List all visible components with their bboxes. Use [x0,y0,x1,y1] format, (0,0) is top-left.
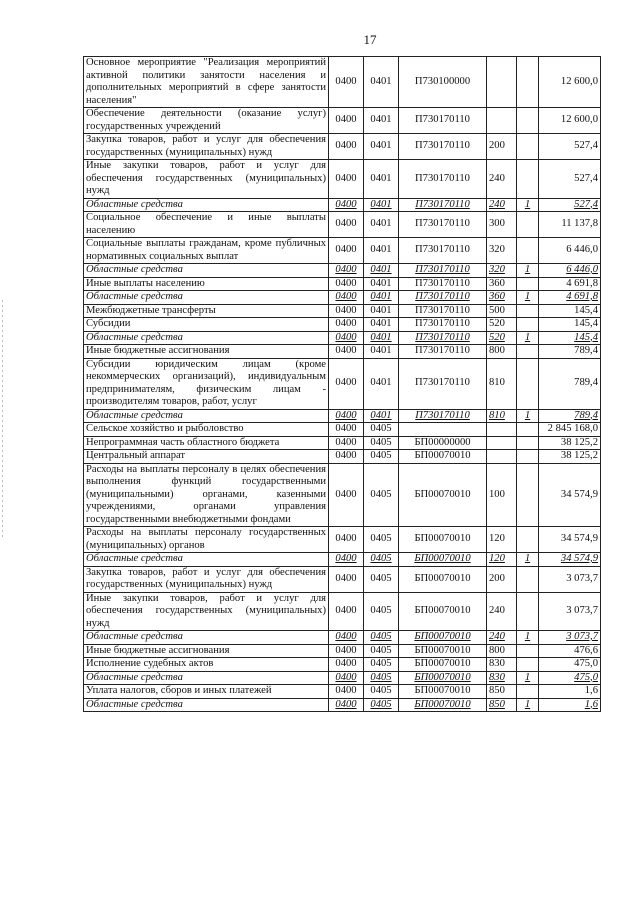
funding-flag-cell: 1 [517,698,539,712]
row-name-cell: Областные средства [84,631,329,645]
section-code-cell: 0400 [329,436,364,450]
funding-flag-cell: 1 [517,553,539,567]
amount-cell: 789,4 [539,345,601,359]
target-article-cell: БП00070010 [399,450,487,464]
expense-type-cell: 240 [487,160,517,199]
funding-flag-cell: 1 [517,264,539,278]
expense-type-cell: 800 [487,345,517,359]
row-name-cell: Сельское хозяйство и рыболовство [84,423,329,437]
expense-type-cell: 810 [487,358,517,409]
table-row [84,450,601,464]
funding-flag-cell: 1 [517,671,539,685]
section-code-cell: 0400 [329,345,364,359]
funding-flag-cell: 1 [517,291,539,305]
funding-flag-cell [517,318,539,332]
row-name-cell: Областные средства [84,409,329,423]
expense-type-cell: 360 [487,291,517,305]
section-code-cell: 0400 [329,238,364,264]
table-row [84,527,601,553]
target-article-cell: БП00070010 [399,671,487,685]
funding-flag-cell [517,304,539,318]
expense-type-cell: 500 [487,304,517,318]
subsection-code-cell: 0401 [364,277,399,291]
amount-cell: 476,6 [539,644,601,658]
subsection-code-cell: 0401 [364,331,399,345]
target-article-cell: П730170110 [399,277,487,291]
funding-flag-cell: 1 [517,331,539,345]
row-name-cell: Областные средства [84,264,329,278]
target-article-cell: П730170110 [399,318,487,332]
table-row [84,644,601,658]
table-row [84,592,601,631]
subsection-code-cell: 0401 [364,160,399,199]
row-name-cell: Областные средства [84,291,329,305]
scan-edge-marks [2,300,3,540]
target-article-cell: П730170110 [399,238,487,264]
expense-type-cell: 850 [487,685,517,699]
subsection-code-cell: 0401 [364,358,399,409]
amount-cell: 3 073,7 [539,592,601,631]
section-code-cell: 0400 [329,264,364,278]
row-name-cell: Иные бюджетные ассигнования [84,345,329,359]
funding-flag-cell [517,238,539,264]
section-code-cell: 0400 [329,212,364,238]
section-code-cell: 0400 [329,685,364,699]
section-code-cell: 0400 [329,291,364,305]
expense-type-cell: 300 [487,212,517,238]
row-name-cell: Закупка товаров, работ и услуг для обеспечения государственных (муниципальных) нужд [84,566,329,592]
expense-type-cell [487,436,517,450]
section-code-cell: 0400 [329,553,364,567]
target-article-cell: БП00070010 [399,644,487,658]
funding-flag-cell [517,134,539,160]
amount-cell: 34 574,9 [539,527,601,553]
target-article-cell: П730170110 [399,304,487,318]
table-row [84,553,601,567]
expense-type-cell: 520 [487,318,517,332]
subsection-code-cell: 0405 [364,685,399,699]
amount-cell: 789,4 [539,409,601,423]
subsection-code-cell: 0401 [364,134,399,160]
row-name-cell: Исполнение судебных актов [84,658,329,672]
expense-type-cell: 830 [487,658,517,672]
funding-flag-cell: 1 [517,631,539,645]
row-name-cell: Социальное обеспечение и иные выплаты населению [84,212,329,238]
row-name-cell: Центральный аппарат [84,450,329,464]
subsection-code-cell: 0405 [364,671,399,685]
subsection-code-cell: 0401 [364,291,399,305]
expense-type-cell [487,108,517,134]
amount-cell: 4 691,8 [539,277,601,291]
amount-cell: 1,6 [539,685,601,699]
table-row [84,304,601,318]
expense-type-cell [487,57,517,108]
expense-type-cell: 850 [487,698,517,712]
target-article-cell: П730170110 [399,409,487,423]
row-name-cell: Областные средства [84,331,329,345]
table-row [84,436,601,450]
subsection-code-cell: 0401 [364,304,399,318]
target-article-cell: БП00070010 [399,566,487,592]
subsection-code-cell: 0405 [364,463,399,527]
subsection-code-cell: 0401 [364,57,399,108]
funding-flag-cell [517,566,539,592]
target-article-cell: БП00070010 [399,527,487,553]
table-row [84,685,601,699]
table-row [84,238,601,264]
target-article-cell: П730170110 [399,358,487,409]
table-row [84,108,601,134]
funding-flag-cell: 1 [517,409,539,423]
table-row [84,57,601,108]
funding-flag-cell [517,450,539,464]
subsection-code-cell: 0405 [364,423,399,437]
section-code-cell: 0400 [329,409,364,423]
target-article-cell: БП00070010 [399,553,487,567]
subsection-code-cell: 0405 [364,698,399,712]
funding-flag-cell [517,108,539,134]
amount-cell: 3 073,7 [539,566,601,592]
table-row [84,198,601,212]
row-name-cell: Иные бюджетные ассигнования [84,644,329,658]
section-code-cell: 0400 [329,527,364,553]
budget-table-body [84,57,601,712]
row-name-cell: Областные средства [84,553,329,567]
funding-flag-cell [517,160,539,199]
funding-flag-cell [517,658,539,672]
table-row [84,160,601,199]
row-name-cell: Областные средства [84,698,329,712]
section-code-cell: 0400 [329,423,364,437]
amount-cell: 527,4 [539,198,601,212]
funding-flag-cell [517,57,539,108]
section-code-cell: 0400 [329,108,364,134]
expense-type-cell: 120 [487,553,517,567]
subsection-code-cell: 0405 [364,631,399,645]
expense-type-cell: 100 [487,463,517,527]
row-name-cell: Субсидии юридическим лицам (кроме некоммерческих организаций), индивидуальным предпринимателям, физическим лицам - производителям товаров, работ, услуг [84,358,329,409]
section-code-cell: 0400 [329,134,364,160]
target-article-cell: П730170110 [399,108,487,134]
row-name-cell: Уплата налогов, сборов и иных платежей [84,685,329,699]
row-name-cell: Областные средства [84,671,329,685]
funding-flag-cell [517,423,539,437]
expense-type-cell [487,450,517,464]
target-article-cell: БП00070010 [399,658,487,672]
subsection-code-cell: 0401 [364,212,399,238]
amount-cell: 11 137,8 [539,212,601,238]
target-article-cell: БП00070010 [399,592,487,631]
target-article-cell: П730100000 [399,57,487,108]
funding-flag-cell [517,345,539,359]
row-name-cell: Социальные выплаты гражданам, кроме публичных нормативных социальных выплат [84,238,329,264]
row-name-cell: Закупка товаров, работ и услуг для обеспечения государственных (муниципальных) нужд [84,134,329,160]
row-name-cell: Обеспечение деятельности (оказание услуг) государственных учреждений [84,108,329,134]
expense-type-cell: 240 [487,631,517,645]
row-name-cell: Иные выплаты населению [84,277,329,291]
row-name-cell: Субсидии [84,318,329,332]
amount-cell: 145,4 [539,304,601,318]
table-row [84,331,601,345]
amount-cell: 38 125,2 [539,436,601,450]
expense-type-cell: 360 [487,277,517,291]
subsection-code-cell: 0401 [364,108,399,134]
table-row [84,264,601,278]
subsection-code-cell: 0405 [364,592,399,631]
amount-cell: 34 574,9 [539,553,601,567]
funding-flag-cell [517,685,539,699]
expense-type-cell: 200 [487,566,517,592]
table-row [84,291,601,305]
expense-type-cell: 240 [487,198,517,212]
subsection-code-cell: 0405 [364,527,399,553]
row-name-cell: Расходы на выплаты персоналу государственных (муниципальных) органов [84,527,329,553]
table-row [84,566,601,592]
funding-flag-cell [517,212,539,238]
row-name-cell: Расходы на выплаты персоналу в целях обеспечения выполнения функций государственными (муниципальными) органами, казенными учреждениями, органами управления государственными внебюджетными фондами [84,463,329,527]
row-name-cell: Непрограммная часть областного бюджета [84,436,329,450]
amount-cell: 1,6 [539,698,601,712]
amount-cell: 4 691,8 [539,291,601,305]
section-code-cell: 0400 [329,331,364,345]
row-name-cell: Иные закупки товаров, работ и услуг для обеспечения государственных (муниципальных) нужд [84,160,329,199]
subsection-code-cell: 0401 [364,409,399,423]
expense-type-cell: 200 [487,134,517,160]
target-article-cell [399,423,487,437]
amount-cell: 789,4 [539,358,601,409]
amount-cell: 527,4 [539,134,601,160]
target-article-cell: П730170110 [399,198,487,212]
section-code-cell: 0400 [329,631,364,645]
subsection-code-cell: 0401 [364,264,399,278]
target-article-cell: БП00070010 [399,698,487,712]
expense-type-cell: 320 [487,238,517,264]
section-code-cell: 0400 [329,358,364,409]
funding-flag-cell [517,592,539,631]
amount-cell: 6 446,0 [539,238,601,264]
page-number: 17 [363,32,377,47]
funding-flag-cell: 1 [517,198,539,212]
amount-cell: 475,0 [539,671,601,685]
target-article-cell: БП00070010 [399,685,487,699]
subsection-code-cell: 0401 [364,345,399,359]
table-row [84,658,601,672]
table-row [84,212,601,238]
funding-flag-cell [517,644,539,658]
expense-type-cell: 320 [487,264,517,278]
amount-cell: 2 845 168,0 [539,423,601,437]
table-row [84,134,601,160]
section-code-cell: 0400 [329,592,364,631]
subsection-code-cell: 0405 [364,553,399,567]
expense-type-cell: 240 [487,592,517,631]
section-code-cell: 0400 [329,644,364,658]
funding-flag-cell [517,463,539,527]
target-article-cell: П730170110 [399,331,487,345]
amount-cell: 12 600,0 [539,108,601,134]
table-row [84,345,601,359]
section-code-cell: 0400 [329,450,364,464]
section-code-cell: 0400 [329,57,364,108]
section-code-cell: 0400 [329,198,364,212]
section-code-cell: 0400 [329,463,364,527]
table-row [84,671,601,685]
amount-cell: 34 574,9 [539,463,601,527]
amount-cell: 6 446,0 [539,264,601,278]
amount-cell: 12 600,0 [539,57,601,108]
target-article-cell: П730170110 [399,134,487,160]
section-code-cell: 0400 [329,566,364,592]
funding-flag-cell [517,277,539,291]
target-article-cell: БП00070010 [399,631,487,645]
funding-flag-cell [517,358,539,409]
table-row [84,463,601,527]
section-code-cell: 0400 [329,658,364,672]
subsection-code-cell: 0405 [364,566,399,592]
row-name-cell: Межбюджетные трансферты [84,304,329,318]
section-code-cell: 0400 [329,277,364,291]
target-article-cell: БП00000000 [399,436,487,450]
table-row [84,277,601,291]
target-article-cell: П730170110 [399,160,487,199]
amount-cell: 3 073,7 [539,631,601,645]
row-name-cell: Иные закупки товаров, работ и услуг для обеспечения государственных (муниципальных) нужд [84,592,329,631]
expense-type-cell: 830 [487,671,517,685]
section-code-cell: 0400 [329,318,364,332]
amount-cell: 38 125,2 [539,450,601,464]
section-code-cell: 0400 [329,671,364,685]
subsection-code-cell: 0401 [364,198,399,212]
target-article-cell: П730170110 [399,212,487,238]
expense-type-cell: 800 [487,644,517,658]
section-code-cell: 0400 [329,698,364,712]
table-row [84,698,601,712]
amount-cell: 145,4 [539,331,601,345]
subsection-code-cell: 0405 [364,436,399,450]
target-article-cell: П730170110 [399,345,487,359]
expense-type-cell [487,423,517,437]
subsection-code-cell: 0401 [364,238,399,264]
subsection-code-cell: 0401 [364,318,399,332]
expense-type-cell: 520 [487,331,517,345]
subsection-code-cell: 0405 [364,658,399,672]
amount-cell: 475,0 [539,658,601,672]
funding-flag-cell [517,436,539,450]
amount-cell: 145,4 [539,318,601,332]
subsection-code-cell: 0405 [364,450,399,464]
amount-cell: 527,4 [539,160,601,199]
funding-flag-cell [517,527,539,553]
expense-type-cell: 120 [487,527,517,553]
target-article-cell: П730170110 [399,291,487,305]
table-row [84,358,601,409]
target-article-cell: БП00070010 [399,463,487,527]
table-row [84,318,601,332]
target-article-cell: П730170110 [399,264,487,278]
row-name-cell: Областные средства [84,198,329,212]
table-row [84,409,601,423]
section-code-cell: 0400 [329,160,364,199]
section-code-cell: 0400 [329,304,364,318]
budget-table [83,56,601,712]
table-row [84,631,601,645]
expense-type-cell: 810 [487,409,517,423]
subsection-code-cell: 0405 [364,644,399,658]
row-name-cell: Основное мероприятие "Реализация мероприятий активной политики занятости населения и дополнительных мероприятий в сфере занятости населения" [84,57,329,108]
table-row [84,423,601,437]
